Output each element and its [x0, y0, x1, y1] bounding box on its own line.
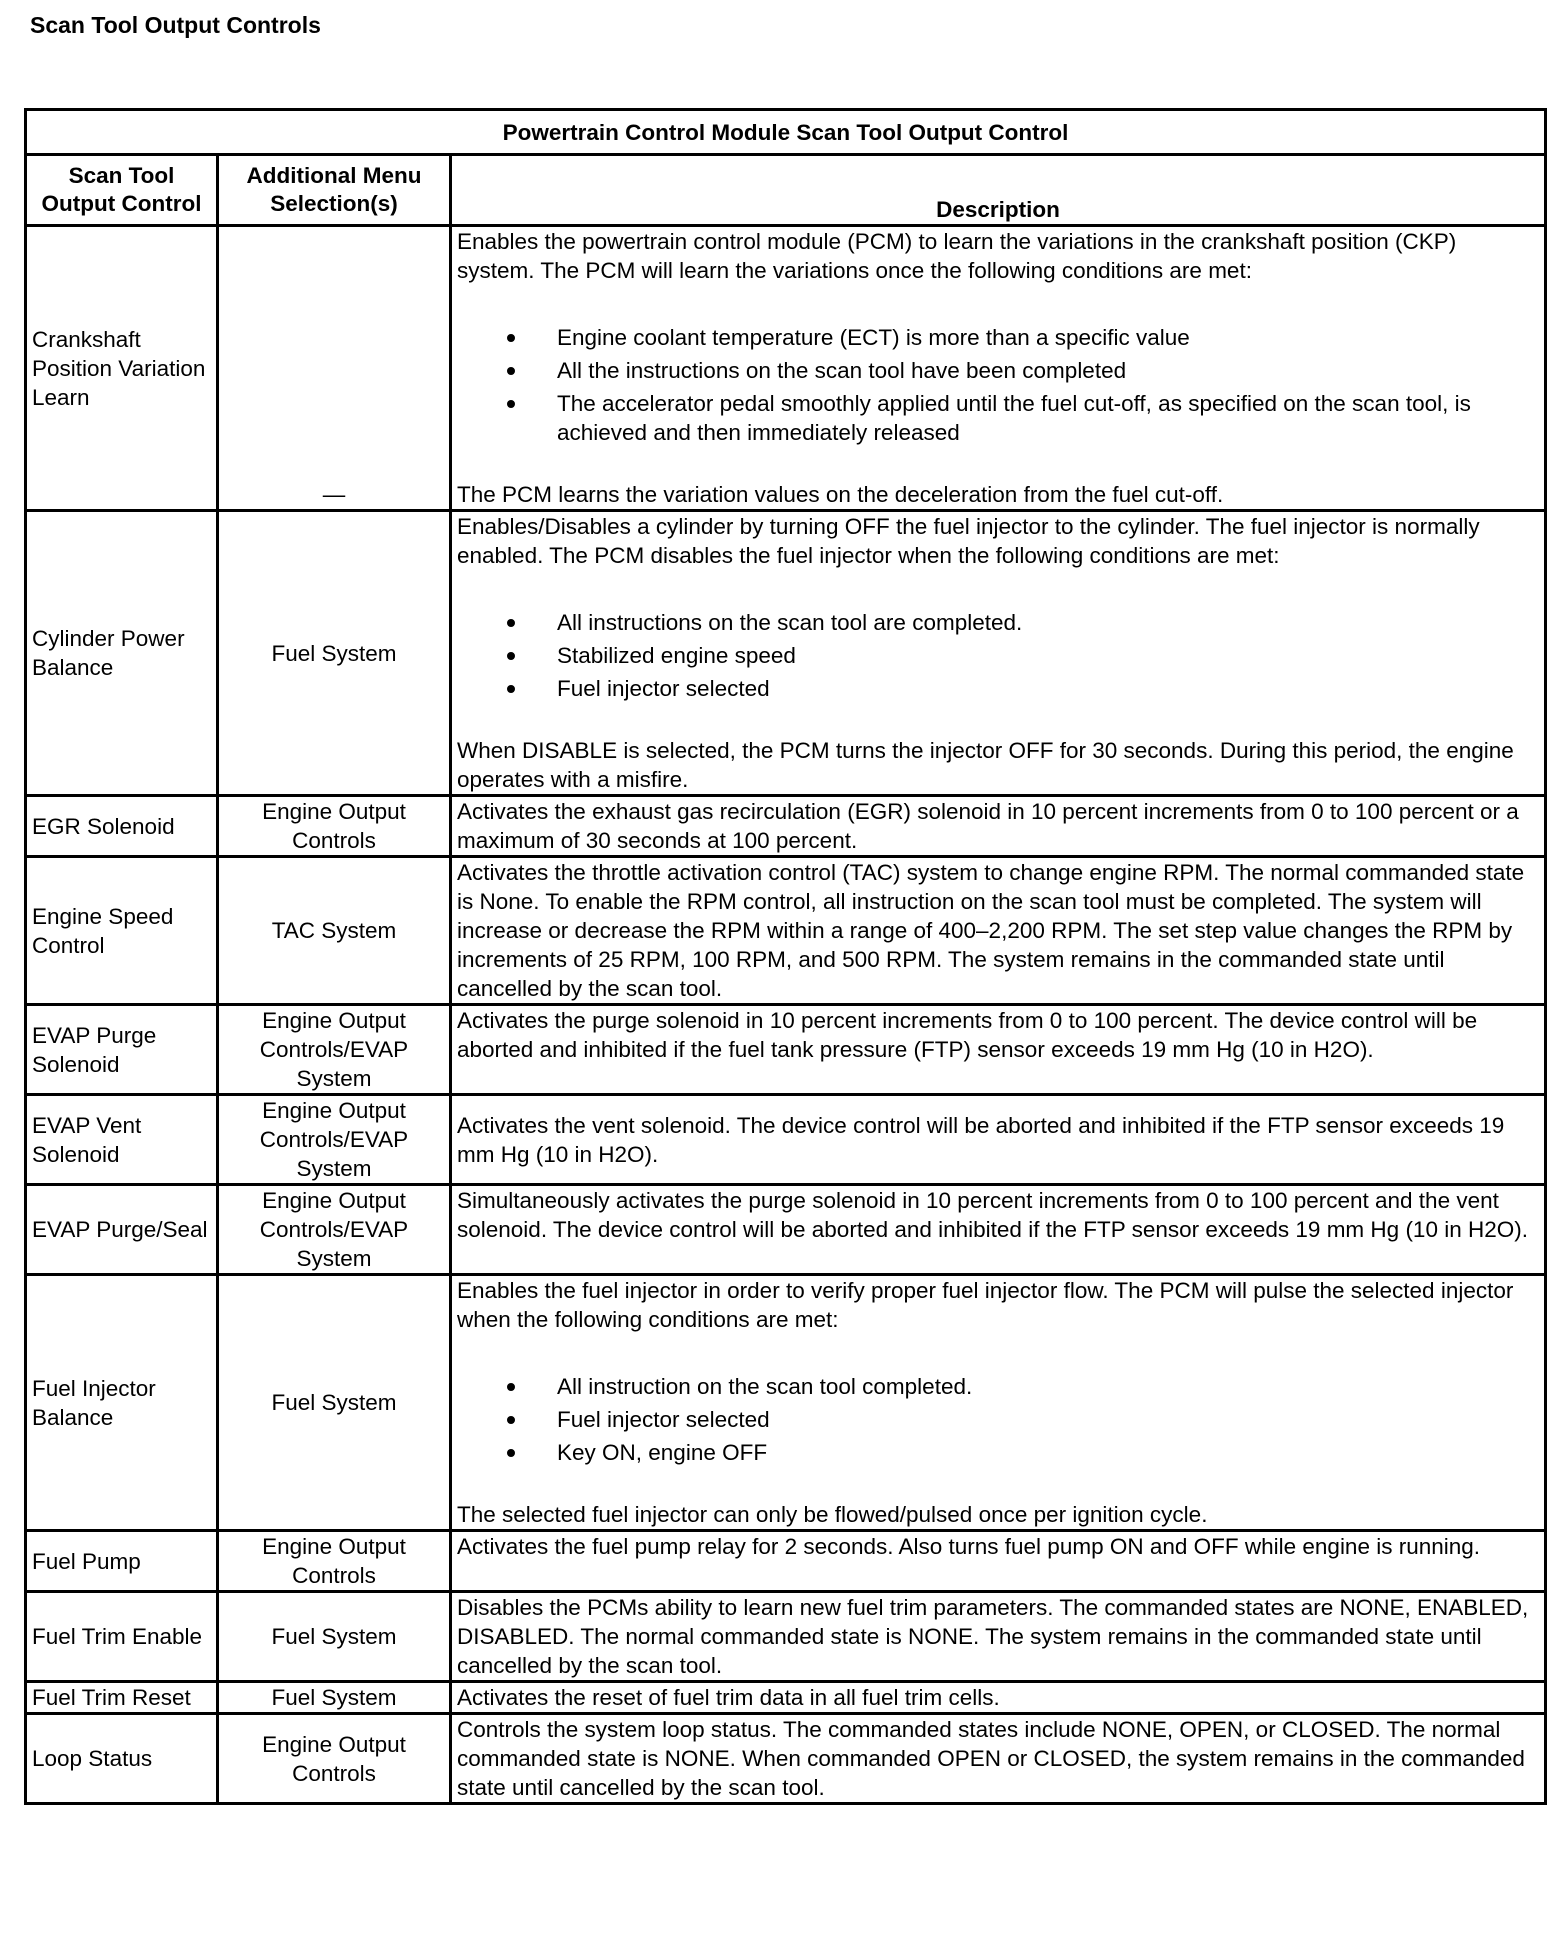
cell-description: Activates the vent solenoid. The device control will be aborted and inhibited if the FTP sensor exceeds 19 mm Hg (10 in H2O). — [451, 1095, 1546, 1185]
table-row — [26, 1185, 1546, 1275]
condition-list — [457, 608, 1539, 703]
cell-control: Fuel Injector Balance — [26, 1275, 218, 1531]
cell-description: Activates the purge solenoid in 10 percent increments from 0 to 100 percent. The device control will be aborted and inhibited if the fuel tank pressure (FTP) sensor exceeds 19 mm Hg (10 in H2O). — [451, 1005, 1546, 1095]
table-row — [26, 1592, 1546, 1682]
cell-control: Loop Status — [26, 1714, 218, 1804]
header-menu-selection: Additional Menu Selection(s) — [218, 155, 451, 226]
cell-menu: Engine Output Controls/EVAP System — [218, 1095, 451, 1185]
cell-control: Fuel Pump — [26, 1531, 218, 1592]
cell-menu: Engine Output Controls — [218, 1714, 451, 1804]
cell-control: EVAP Purge/Seal — [26, 1185, 218, 1275]
table-row — [26, 511, 1546, 796]
description-outro: The selected fuel injector can only be flowed/pulsed once per ignition cycle. — [457, 1502, 1208, 1527]
table-row — [26, 1531, 1546, 1592]
cell-control: Cylinder Power Balance — [26, 511, 218, 796]
cell-description: Controls the system loop status. The commanded states include NONE, OPEN, or CLOSED. The normal commanded state is NONE. When commanded OPEN or CLOSED, the system remains in the commanded state until cancelled by the scan tool. — [451, 1714, 1546, 1804]
cell-menu: Engine Output Controls — [218, 796, 451, 857]
table-caption: Powertrain Control Module Scan Tool Output Control — [26, 110, 1546, 155]
table-row — [26, 1005, 1546, 1095]
cell-description — [451, 511, 1546, 796]
header-description: Description — [451, 155, 1546, 226]
condition-list — [457, 323, 1539, 447]
output-control-table — [24, 108, 1547, 1805]
description-intro: Enables/Disables a cylinder by turning OFF the fuel injector to the cylinder. The fuel injector is normally enabled. The PCM disables the fuel injector when the following conditions are met: — [457, 514, 1480, 568]
cell-description: Disables the PCMs ability to learn new fuel trim parameters. The commanded states are NONE, ENABLED, DISABLED. The normal commanded state is NONE. The system remains in the commanded state until cancelled by the scan tool. — [451, 1592, 1546, 1682]
description-intro: Enables the fuel injector in order to verify proper fuel injector flow. The PCM will pulse the selected injector when the following conditions are met: — [457, 1278, 1514, 1332]
list-item: Fuel injector selected — [507, 674, 1539, 703]
cell-control: Fuel Trim Reset — [26, 1682, 218, 1714]
cell-menu: Fuel System — [218, 1592, 451, 1682]
cell-description: Activates the throttle activation control (TAC) system to change engine RPM. The normal commanded state is None. To enable the RPM control, all instruction on the scan tool must be completed. The system will increase or decrease the RPM within a range of 400–2,200 RPM. The set step value changes the RPM by increments of 25 RPM, 100 RPM, and 500 RPM. The system remains in the commanded state until cancelled by the scan tool. — [451, 857, 1546, 1005]
cell-description — [451, 1275, 1546, 1531]
list-item: Stabilized engine speed — [507, 641, 1539, 670]
cell-menu: Engine Output Controls/EVAP System — [218, 1185, 451, 1275]
description-outro: When DISABLE is selected, the PCM turns the injector OFF for 30 seconds. During this period, the engine operates with a misfire. — [457, 738, 1514, 792]
description-outro: The PCM learns the variation values on the deceleration from the fuel cut-off. — [457, 482, 1224, 507]
cell-menu: Engine Output Controls/EVAP System — [218, 1005, 451, 1095]
page-title: Scan Tool Output Controls — [30, 12, 321, 38]
cell-description — [451, 226, 1546, 511]
cell-menu: Fuel System — [218, 511, 451, 796]
cell-control: Crankshaft Position Variation Learn — [26, 226, 218, 511]
cell-menu: — — [218, 226, 451, 511]
cell-control: Fuel Trim Enable — [26, 1592, 218, 1682]
cell-control: EVAP Vent Solenoid — [26, 1095, 218, 1185]
condition-list — [457, 1372, 1539, 1467]
description-intro: Enables the powertrain control module (PCM) to learn the variations in the crankshaft position (CKP) system. The PCM will learn the variations once the following conditions are met: — [457, 229, 1457, 283]
cell-menu: Engine Output Controls — [218, 1531, 451, 1592]
table-caption-row — [26, 110, 1546, 155]
table-row — [26, 1714, 1546, 1804]
table-row — [26, 1275, 1546, 1531]
cell-description: Activates the exhaust gas recirculation (EGR) solenoid in 10 percent increments from 0 to 100 percent or a maximum of 30 seconds at 100 percent. — [451, 796, 1546, 857]
cell-menu: Fuel System — [218, 1275, 451, 1531]
cell-control: EVAP Purge Solenoid — [26, 1005, 218, 1095]
list-item: All instruction on the scan tool completed. — [507, 1372, 1539, 1401]
cell-menu: Fuel System — [218, 1682, 451, 1714]
cell-description: Simultaneously activates the purge solenoid in 10 percent increments from 0 to 100 percent and the vent solenoid. The device control will be aborted and inhibited if the FTP sensor exceeds 19 mm Hg (10 in H2O). — [451, 1185, 1546, 1275]
table-row — [26, 857, 1546, 1005]
header-output-control: Scan Tool Output Control — [26, 155, 218, 226]
list-item: Engine coolant temperature (ECT) is more than a specific value — [507, 323, 1539, 352]
list-item: The accelerator pedal smoothly applied until the fuel cut-off, as specified on the scan tool, is achieved and then immediately released — [507, 389, 1539, 447]
list-item: All the instructions on the scan tool have been completed — [507, 356, 1539, 385]
cell-control: EGR Solenoid — [26, 796, 218, 857]
table-row — [26, 796, 1546, 857]
table-row — [26, 1095, 1546, 1185]
cell-description: Activates the reset of fuel trim data in all fuel trim cells. — [451, 1682, 1546, 1714]
list-item: All instructions on the scan tool are completed. — [507, 608, 1539, 637]
cell-description: Activates the fuel pump relay for 2 seconds. Also turns fuel pump ON and OFF while engine is running. — [451, 1531, 1546, 1592]
table-header-row — [26, 155, 1546, 226]
list-item: Fuel injector selected — [507, 1405, 1539, 1434]
list-item: Key ON, engine OFF — [507, 1438, 1539, 1467]
table-row — [26, 226, 1546, 511]
cell-menu: TAC System — [218, 857, 451, 1005]
cell-control: Engine Speed Control — [26, 857, 218, 1005]
table-row — [26, 1682, 1546, 1714]
